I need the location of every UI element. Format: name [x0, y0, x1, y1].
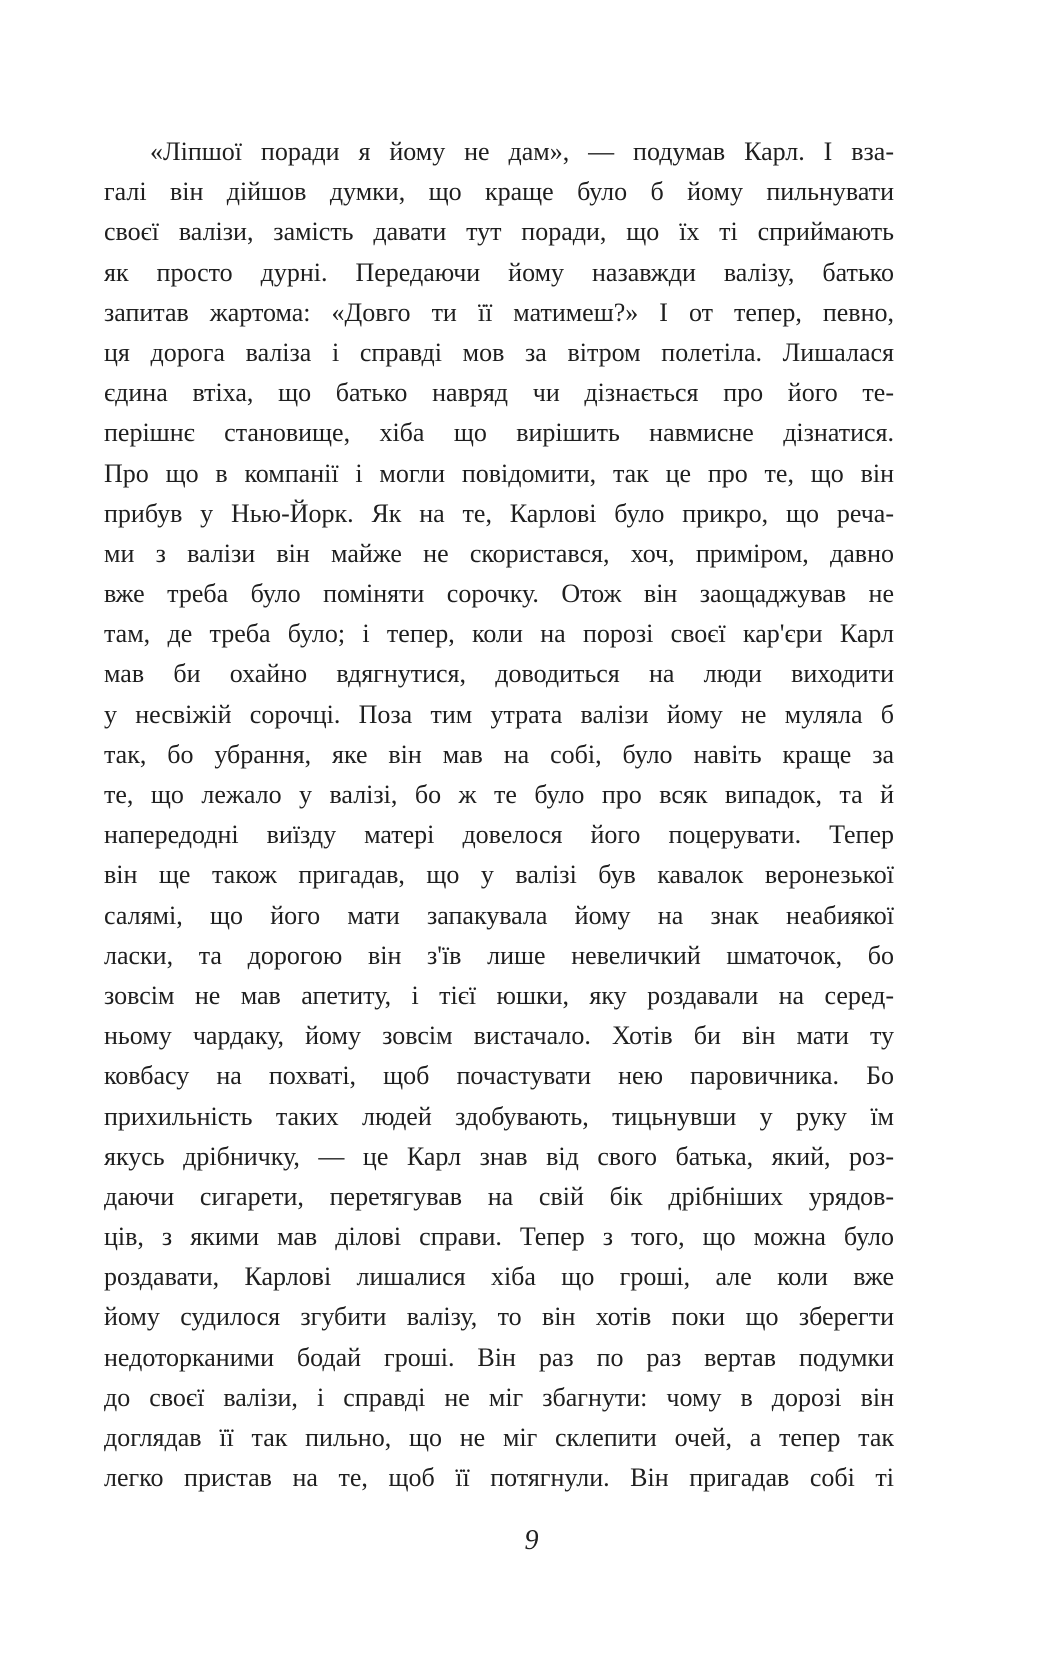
text-line: він ще також пригадав, що у валізі був кавалок веронезької — [104, 860, 894, 890]
text-line: роздавати, Карлові лишалися хіба що гроші, але коли вже — [104, 1262, 894, 1292]
text-line: галі він дійшов думки, що краще було б йому пильнувати — [104, 177, 894, 207]
text-line: ця дорога валіза і справді мов за вітром полетіла. Лишалася — [104, 337, 894, 367]
text-line: як просто дурні. Передаючи йому назавжди валізу, батько — [104, 257, 894, 287]
text-line: доглядав її так пильно, що не міг склепити очей, а тепер так — [104, 1423, 894, 1452]
text-line: до своєї валізи, і справді не міг збагнути: чому в дорозі він — [104, 1382, 894, 1412]
text-line: даючи сигарети, перетягував на свій бік дрібніших урядов- — [104, 1181, 894, 1211]
text-line: запитав жартома: «Довго ти її матимеш?» І от тепер, певно, — [104, 297, 894, 327]
text-line: мав би охайно вдягнутися, доводиться на люди виходити — [104, 659, 894, 689]
text-line: легко пристав на те, щоб її потягнули. Він пригадав собі ті — [104, 1463, 894, 1493]
text-line: ковбасу на похваті, щоб почастувати нею паровичника. Бо — [104, 1061, 894, 1091]
text-line: вже треба було поміняти сорочку. Отож він заощаджував не — [104, 579, 894, 609]
page-number: 9 — [524, 1525, 539, 1556]
text-line: те, що лежало у валізі, бо ж те було про всяк випадок, та й — [104, 780, 894, 809]
text-line: єдина втіха, що батько навряд чи дізнається про його те- — [104, 378, 894, 408]
text-line: Про що в компанії і могли повідомити, так це про те, що він — [104, 458, 894, 488]
text-line: там, де треба було; і тепер, коли на порозі своєї кар'єри Карл — [104, 619, 894, 649]
text-line: йому судилося згубити валізу, то він хотів поки що зберегти — [104, 1302, 894, 1332]
text-line: прихильність таких людей здобувають, тицьнувши у руку їм — [104, 1101, 894, 1131]
text-line: перішнє становище, хіба що вирішить навмисне дізнатися. — [104, 418, 894, 448]
text-line: у несвіжій сорочці. Поза тим утрата валізи йому не муляла б — [104, 699, 894, 729]
text-line: так, бо убрання, яке він мав на собі, було навіть краще за — [104, 739, 894, 769]
text-line: ми з валізи він майже не скористався, хоч, приміром, давно — [104, 538, 894, 568]
text-line: прибув у Нью-Йорк. Як на те, Карлові було прикро, що реча- — [104, 498, 894, 528]
text-line: «Ліпшої поради я йому не дам», — подумав Карл. І вза- — [150, 137, 894, 166]
text-line: недоторканими бодай гроші. Він раз по раз вертав подумки — [104, 1342, 894, 1372]
text-line: якусь дрібничку, — це Карл знав від свого батька, який, роз- — [104, 1141, 894, 1171]
text-line: своєї валізи, замість давати тут поради, що їх ті сприймають — [104, 217, 894, 247]
text-line: зовсім не мав апетиту, і тієї юшки, яку роздавали на серед- — [104, 980, 894, 1010]
text-line: ньому чардаку, йому зовсім вистачало. Хотів би він мати ту — [104, 1021, 894, 1051]
text-line: салямі, що його мати запакувала йому на знак неабиякої — [104, 900, 894, 930]
body-text — [104, 132, 894, 1498]
text-line: напередодні виїзду матері довелося його поцерувати. Тепер — [104, 820, 894, 850]
text-line: ців, з якими мав ділові справи. Тепер з того, що можна було — [104, 1222, 894, 1252]
text-line: ласки, та дорогою він з'їв лише невеличкий шматочок, бо — [104, 940, 894, 970]
